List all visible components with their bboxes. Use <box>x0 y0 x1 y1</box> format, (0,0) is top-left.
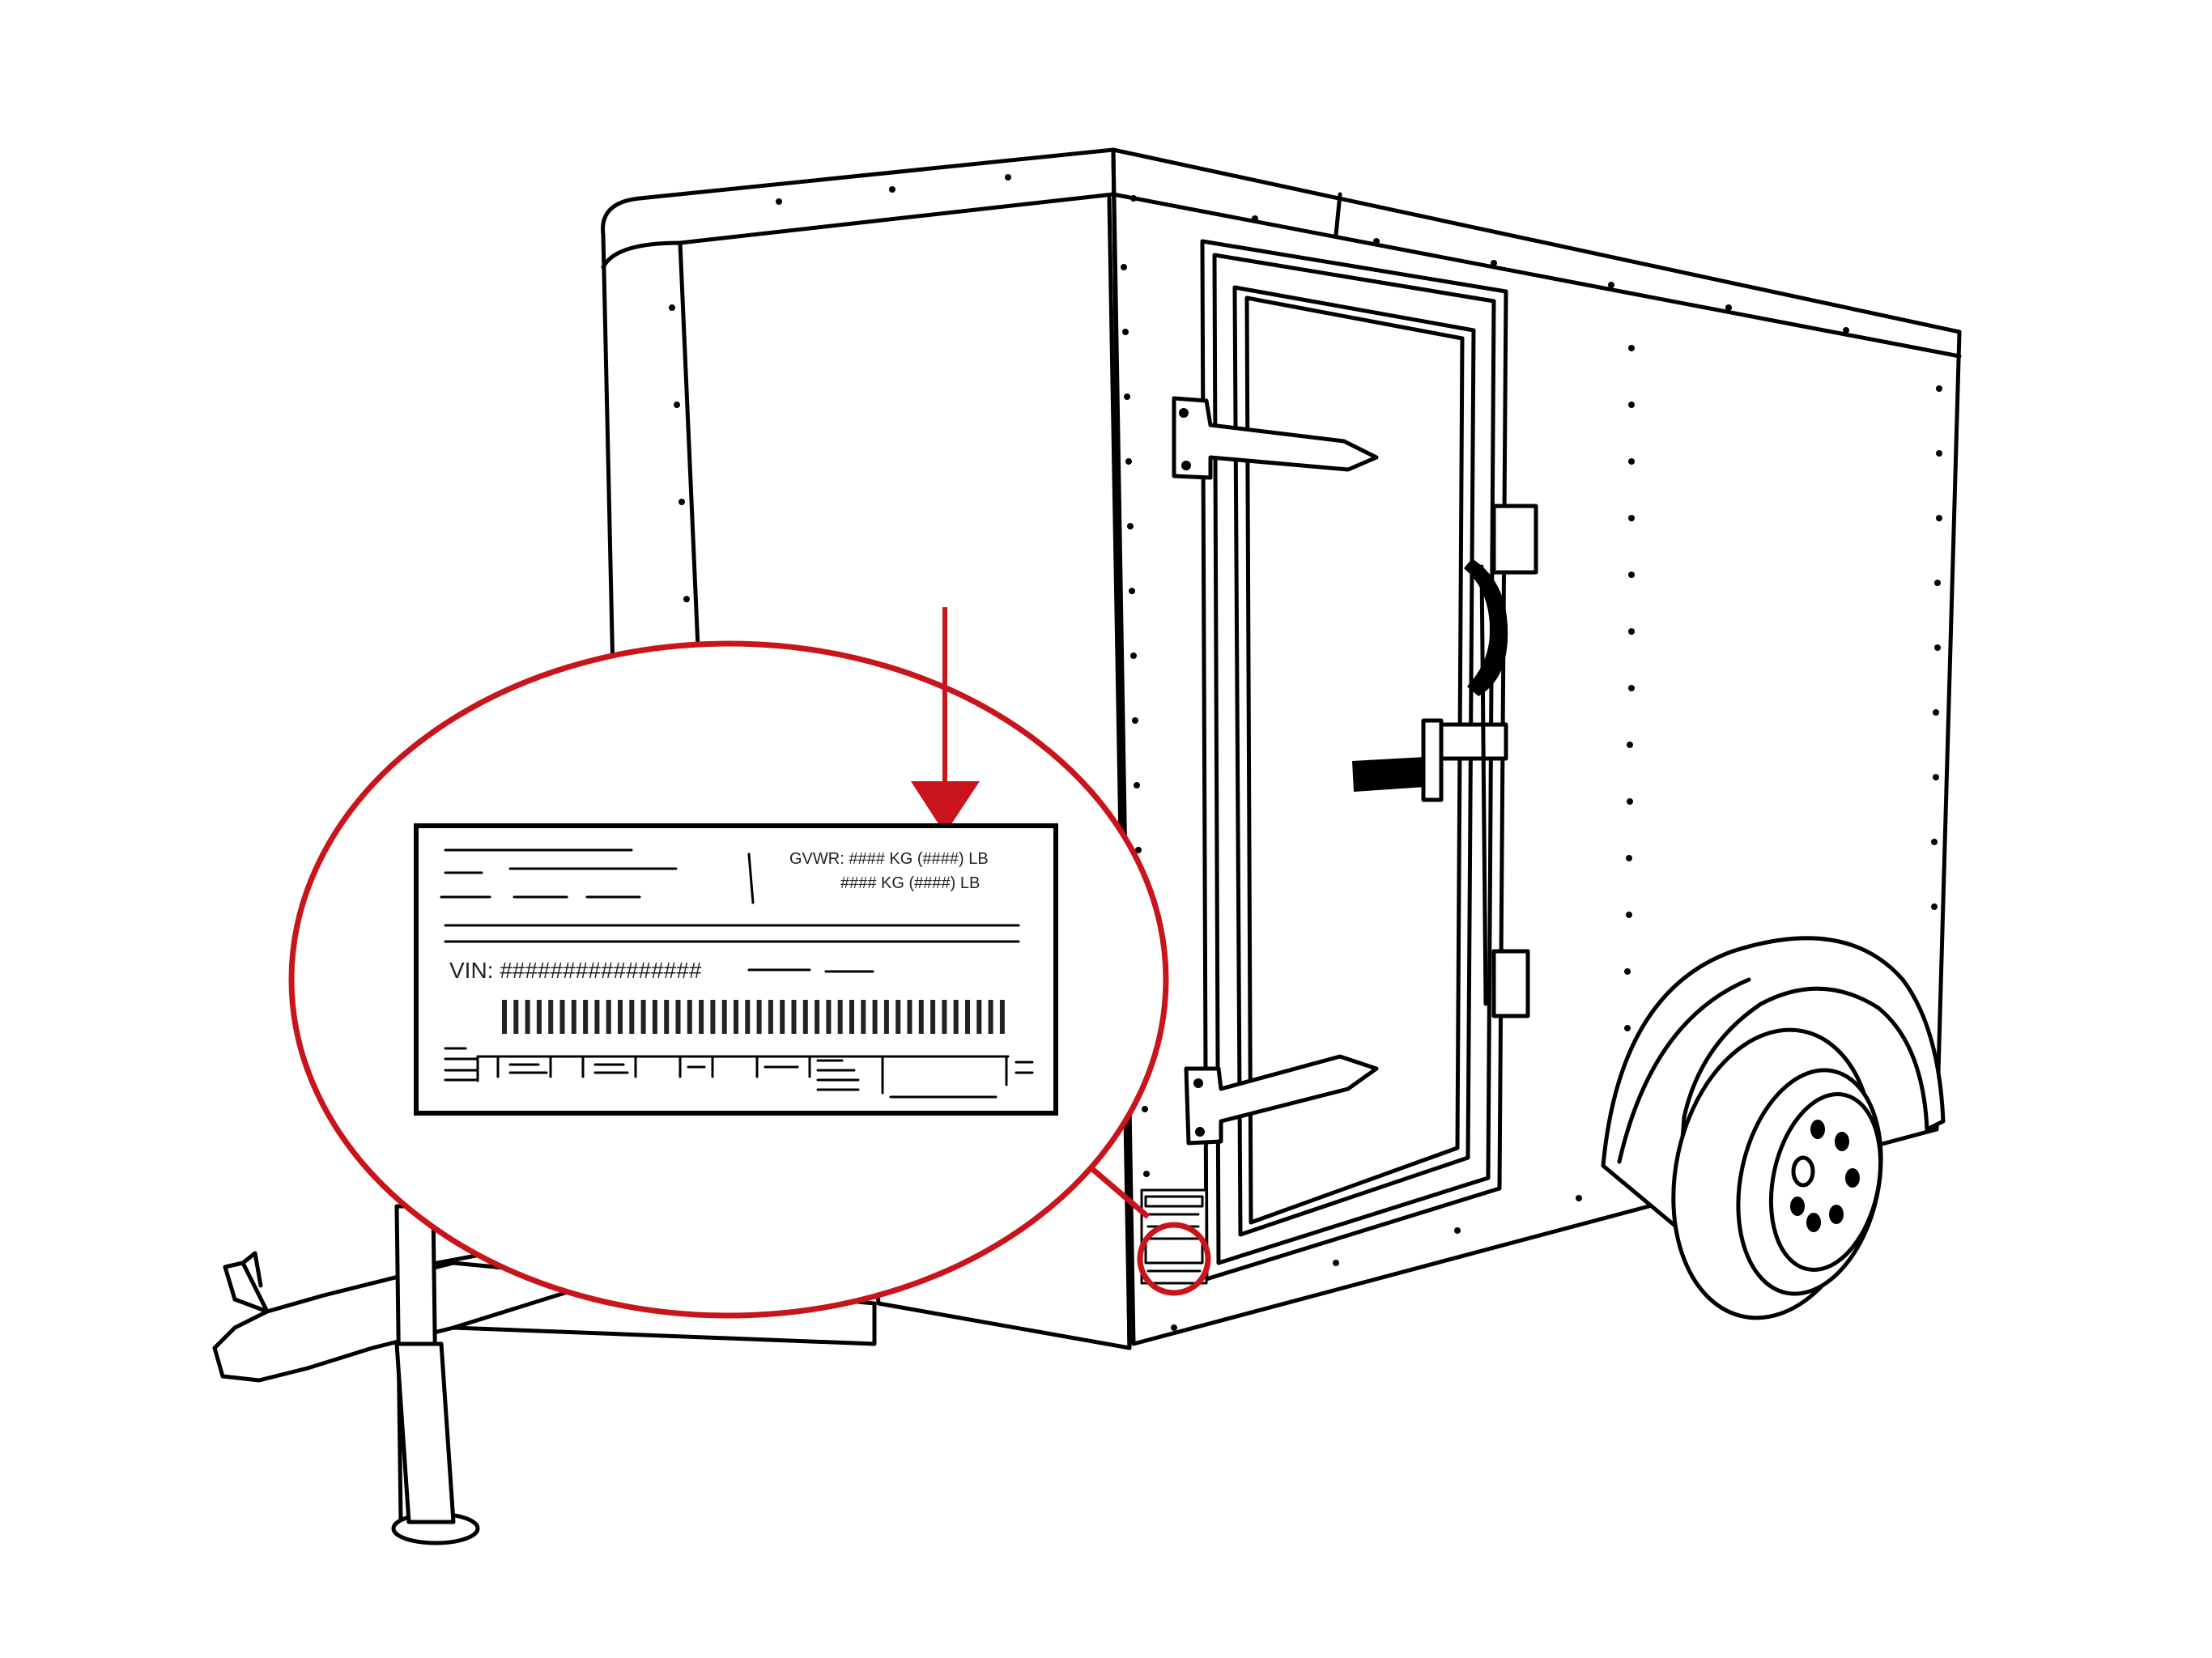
barcode-bar <box>525 1000 530 1034</box>
barcode-bar <box>641 1000 646 1034</box>
barcode-bar <box>699 1000 704 1034</box>
barcode-bar <box>954 1000 959 1034</box>
barcode-bar <box>757 1000 762 1034</box>
barcode-bar <box>710 1000 715 1034</box>
barcode-bar <box>849 1000 854 1034</box>
barcode-bar <box>548 1000 553 1034</box>
barcode-bar <box>745 1000 750 1034</box>
vin-text: VIN: ################ <box>449 958 702 983</box>
barcode-bar <box>815 1000 819 1034</box>
barcode-bar <box>884 1000 889 1034</box>
barcode-bar <box>792 1000 797 1034</box>
barcode-bar <box>629 1000 634 1034</box>
barcode-bar <box>1000 1000 1005 1034</box>
latch-top <box>1494 506 1536 572</box>
barcode-bar <box>976 1000 981 1034</box>
barcode-bar <box>676 1000 681 1034</box>
barcode-bar <box>942 1000 946 1034</box>
barcode-bar <box>513 1000 518 1034</box>
barcode-bar <box>606 1000 611 1034</box>
barcode-bar <box>594 1000 599 1034</box>
barcode-bar <box>895 1000 900 1034</box>
barcode-bar <box>687 1000 692 1034</box>
barcode-bar <box>502 1000 507 1034</box>
barcode-bar <box>803 1000 808 1034</box>
barcode-bar <box>664 1000 669 1034</box>
barcode-bar <box>780 1000 785 1034</box>
barcode-bar <box>560 1000 565 1034</box>
barcode-bar <box>873 1000 878 1034</box>
barcode-bar <box>965 1000 970 1034</box>
lock-lever <box>1352 757 1425 792</box>
barcode-bar <box>908 1000 912 1034</box>
barcode-bar <box>618 1000 623 1034</box>
barcode-bar <box>583 1000 588 1034</box>
barcode-bar <box>734 1000 738 1034</box>
barcode-bar <box>537 1000 542 1034</box>
barcode-bar <box>826 1000 831 1034</box>
barcode-bar <box>930 1000 935 1034</box>
vin-label <box>416 826 1056 1113</box>
barcode-bar <box>838 1000 843 1034</box>
barcode-bar <box>722 1000 727 1034</box>
gvwr-line-1: GVWR: #### KG (####) LB <box>789 850 989 868</box>
barcode-bar <box>768 1000 773 1034</box>
barcode-bar <box>989 1000 993 1034</box>
gvwr-line-2: #### KG (####) LB <box>840 874 981 892</box>
barcode-bar <box>861 1000 866 1034</box>
latch-bottom <box>1494 951 1528 1016</box>
barcode-bar <box>572 1000 576 1034</box>
barcode-bar <box>919 1000 924 1034</box>
barcode-bar <box>653 1000 657 1034</box>
